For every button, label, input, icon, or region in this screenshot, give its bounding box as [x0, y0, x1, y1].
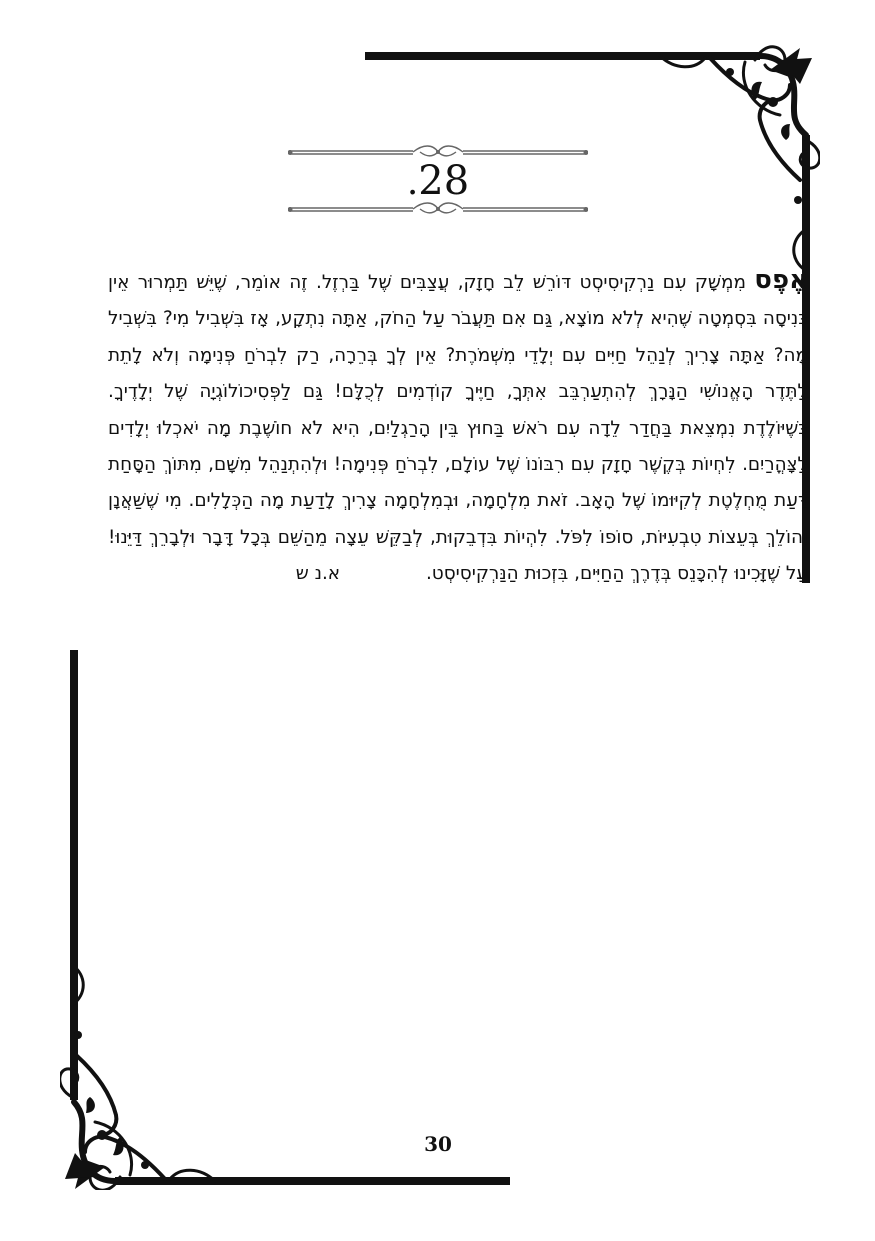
chapter-number — [288, 156, 588, 208]
ornament-corner-bottom-left — [60, 650, 520, 1190]
lead-word: אֶפֶס — [754, 265, 808, 295]
paragraph-text: מִמְשָׁק עִם נַרְקִיסִיסְט דּוֹרֵשׁ לֵב חָזָק, עֲצַבִּים שֶׁל בַּרְזֶל. זֶה אוֹמֵר, שֶׁיֵּשׁ תַּמְרוּר אֵין כְּנִיסָה בִּסְמְטָה שֶׁהִיא לְלֹא מוֹצָא, גַּם אִם תַּעֲבֹר עַל הַחֹק, אַתָּה נִתְקָע, אָז בִּשְׁבִיל מִי? בִּשְׁבִיל מָה? אַתָּה צָרִיךְ לְנַהֵל חַיִּים עִם יְלָדֵי מִשְׁמֹרֶת? אֵין לְךָ בְּרֵרָה, רַק לִבְרֹחַ פְּנִימָה וְלֹא לָתֵת לַתֶּדֶר הָאֱנוֹשִׁי הַנָּרָךְ לְהִתְעַרְבֵּב אִתְּךָ, חַיֶּיךָ קוֹדְמִים לְכֻלָּם! גַּם לַפְּסִיכוֹלוֹגְיָה שֶׁל יְלָדֶיךָ. כְּשֶׁיּוֹלֶדֶת נִמְצֵאת בַּחֲדַר לֵדָה עִם רֹאשׁ בַּחוּץ בֵּין הָרַגְלַיִם, הִיא לֹא חוֹשֶׁבֶת מָה יֹאכְלוּ יְלָדִים לַצָּהֳרַיִם. לִחְיוֹת בְּקֶשֶׁר חָזָק עִם רִבּוֹנוֹ שֶׁל עוֹלָם, לִבְרֹחַ פְּנִימָה! וּלְהִתְנַהֵל מִשָּׁם, מִתּוֹךְ הַסָּחַת דַּעַת מֻחְלֶטֶת לְקִיּוּמוֹ שֶׁל הָאָב. זֹאת מִלְחָמָה, וּבְמִלְחָמָה צָרִיךְ לָדַעַת מָה הַכְּלָלִים. מִי שֶׁשַּׁאֲנָן וְהוֹלֵךְ בְּעֵצוֹת טִבְעִיּוֹת, סוֹפוֹ לִפֹּל. לִהְיוֹת בִּדְבֵקוּת, לְבַקֵּשׁ עֵצָה מֵהַשֵּׁם בְּכָל דָּבָר וּלְבָרֵךְ דַּיֵּנוּ! עַל שֶׁזָּכִינוּ לְהִכָּנֵס בְּדֶרֶךְ הַחַיִּים, בִּזְכוּת הַנַּרְקִיסִיסְט. — [108, 272, 808, 585]
chapter-header — [288, 142, 588, 220]
chapter-number-value: 28 — [418, 158, 470, 204]
author-signature: א.נ ש — [295, 563, 341, 585]
chapter-separator: . — [406, 162, 419, 203]
page-number: 30 — [424, 1132, 452, 1156]
chapter-body-text — [108, 262, 808, 593]
